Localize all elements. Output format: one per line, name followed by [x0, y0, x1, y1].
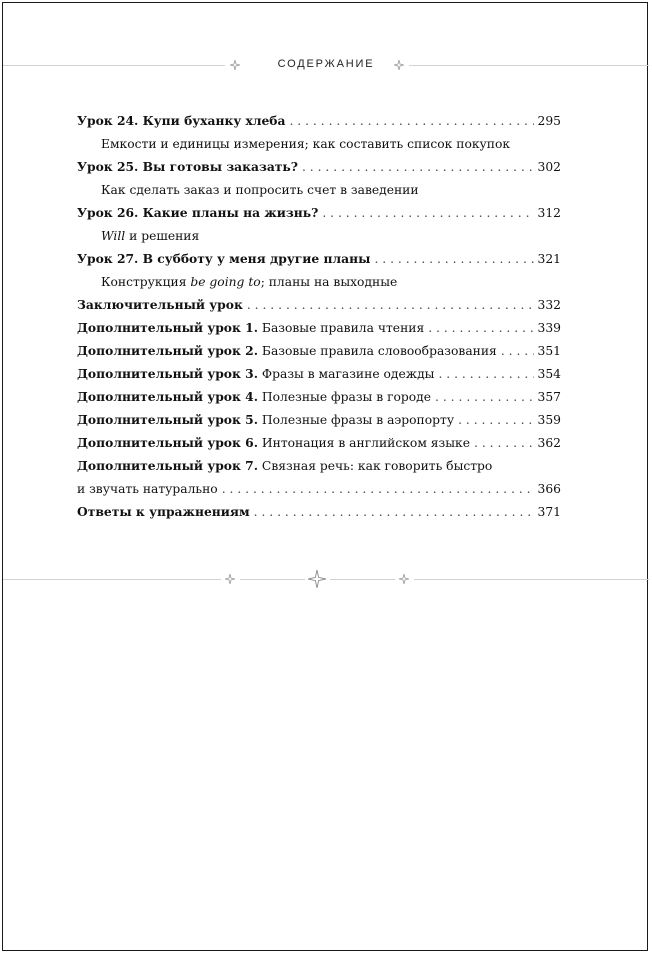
toc-entry [77, 500, 561, 523]
toc-entry [77, 201, 561, 224]
toc-entry [77, 454, 561, 477]
toc-page-number: 321 [537, 251, 561, 266]
toc-entry [77, 362, 561, 385]
toc-entry-title: Урок 25. Вы готовы заказать? [77, 159, 298, 174]
sparkle-ornament-icon [225, 574, 235, 584]
toc-entry [77, 385, 561, 408]
toc-entry [77, 431, 561, 454]
toc-entry-description: Фразы в магазине одежды [258, 366, 435, 381]
toc-leader-dots [302, 160, 534, 174]
toc-page-number: 366 [537, 481, 561, 496]
large-sparkle-ornament-icon [308, 570, 326, 588]
toc-leader-dots [501, 344, 534, 358]
sparkle-ornament-icon [399, 574, 409, 584]
toc-entry-description: Интонация в английском языке [258, 435, 471, 450]
toc-page-number: 371 [537, 504, 561, 519]
toc-page-number: 295 [537, 113, 561, 128]
toc-page-number: 357 [537, 389, 561, 404]
toc-page-number: 362 [537, 435, 561, 450]
page-footer-ornament [3, 569, 649, 589]
toc-leader-dots [435, 390, 533, 404]
toc-leader-dots [222, 482, 534, 496]
toc-subtitle [77, 224, 561, 247]
toc-leader-dots [428, 321, 533, 335]
toc-entry-title: Дополнительный урок 6. [77, 435, 258, 450]
toc-leader-dots [438, 367, 533, 381]
toc-entry [77, 339, 561, 362]
sparkle-ornament-icon [394, 60, 404, 70]
toc-entry-title: Дополнительный урок 1. [77, 320, 258, 335]
toc-entry-description: Базовые правила чтения [258, 320, 425, 335]
toc-subtitle-text: и решения [125, 228, 200, 243]
toc-entry [77, 316, 561, 339]
toc-entry-title: Дополнительный урок 4. [77, 389, 258, 404]
toc-leader-dots [374, 252, 533, 266]
header-rule-right [409, 65, 649, 66]
toc-entry-title: Урок 26. Какие планы на жизнь? [77, 205, 319, 220]
toc-subtitle-text: be going to [190, 274, 261, 289]
toc-entry-title: Дополнительный урок 2. [77, 343, 258, 358]
toc-entry [77, 293, 561, 316]
toc-subtitle-text: Емкости и единицы измерения; как составить список покупок [101, 136, 511, 151]
toc-subtitle-text: ; планы на выходные [260, 274, 398, 289]
toc-subtitle-text: Will [101, 228, 126, 243]
toc-entry-title: Урок 27. В субботу у меня другие планы [77, 251, 371, 266]
toc-entry-description: Связная речь: как говорить быстро [258, 458, 493, 473]
toc-entry-description: и звучать натурально [77, 481, 218, 496]
toc-entry-title: Ответы к упражнениям [77, 504, 250, 519]
toc-page-number: 312 [537, 205, 561, 220]
page-header [3, 55, 649, 75]
toc-page-number: 354 [537, 366, 561, 381]
toc-leader-dots [254, 505, 534, 519]
toc-leader-dots [474, 436, 534, 450]
toc-entry [77, 247, 561, 270]
toc-subtitle [77, 178, 561, 201]
toc-leader-dots [458, 413, 533, 427]
toc-leader-dots [289, 114, 533, 128]
book-page [2, 2, 648, 951]
toc-entry-title: Урок 24. Купи буханку хлеба [77, 113, 286, 128]
toc-entry-description: Полезные фразы в городе [258, 389, 432, 404]
toc-entry-description: Полезные фразы в аэропорту [258, 412, 455, 427]
toc-entry [77, 477, 561, 500]
toc-entry [77, 109, 561, 132]
toc-entry-title: Заключительный урок [77, 297, 243, 312]
page-title: СОДЕРЖАНИЕ [277, 58, 375, 70]
toc-subtitle-text: Как сделать заказ и попросить счет в заведении [101, 182, 419, 197]
toc-entry-title: Дополнительный урок 5. [77, 412, 258, 427]
toc-leader-dots [247, 298, 534, 312]
toc-entry [77, 408, 561, 431]
toc-subtitle-text: Конструкция [101, 274, 191, 289]
toc-entry-description: Базовые правила словообразования [258, 343, 497, 358]
toc-page-number: 302 [537, 159, 561, 174]
toc-page-number: 339 [537, 320, 561, 335]
toc-leader-dots [322, 206, 533, 220]
toc-subtitle [77, 270, 561, 293]
toc-entry [77, 155, 561, 178]
table-of-contents [77, 109, 561, 523]
toc-entry-title: Дополнительный урок 7. [77, 458, 258, 473]
toc-subtitle [77, 132, 561, 155]
toc-page-number: 351 [537, 343, 561, 358]
toc-entry-title: Дополнительный урок 3. [77, 366, 258, 381]
toc-page-number: 359 [537, 412, 561, 427]
toc-page-number: 332 [537, 297, 561, 312]
